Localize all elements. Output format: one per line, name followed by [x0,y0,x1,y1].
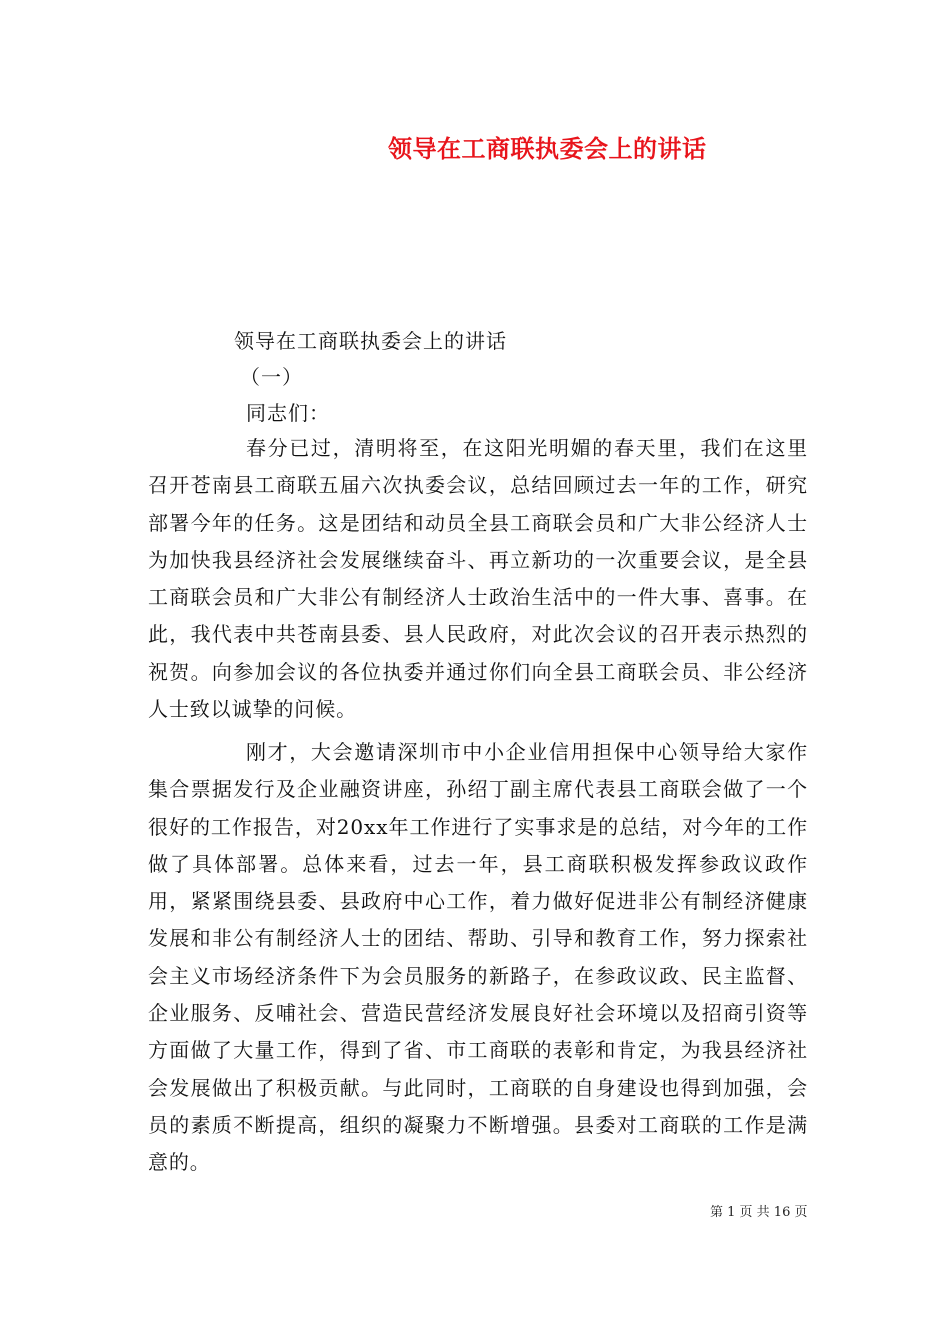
body-paragraph-2-container [148,734,808,1182]
body-paragraph-1-container [148,430,808,728]
speech-subtitle: 领导在工商联执委会上的讲话 [234,329,507,353]
document-title: 领导在工商联执委会上的讲话 [388,134,707,163]
body-paragraph: 刚才，大会邀请深圳市中小企业信用担保中心领导给大家作集合票据发行及企业融资讲座，孙绍丁副主席代表县工商联会做了一个很好的工作报告，对20xx年工作进行了实事求是的总结，对今年的工作做了具体部署。总体来看，过去一年，县工商联积极发挥参政议政作用，紧紧围绕县委、县政府中心工作，着力做好促进非公有制经济健康发展和非公有制经济人士的团结、帮助、引导和教育工作，努力探索社会主义市场经济条件下为会员服务的新路子，在参政议政、民主监督、企业服务、反哺社会、营造民营经济发展良好社会环境以及招商引资等方面做了大量工作，得到了省、市工商联的表彰和肯定，为我县经济社会发展做出了积极贡献。与此同时，工商联的自身建设也得到加强，会员的素质不断提高，组织的凝聚力不断增强。县委对工商联的工作是满意的。 [148,740,808,1175]
salutation: 同志们： [246,401,330,425]
body-paragraph: 春分已过，清明将至，在这阳光明媚的春天里，我们在这里召开苍南县工商联五届六次执委会议，总结回顾过去一年的工作，研究部署今年的任务。这是团结和动员全县工商联会员和广大非公经济人士为加快我县经济社会发展继续奋斗、再立新功的一次重要会议，是全县工商联会员和广大非公有制经济人士政治生活中的一件大事、喜事。在此，我代表中共苍南县委、县人民政府，对此次会议的召开表示热烈的祝贺。向参加会议的各位执委并通过你们向全县工商联会员、非公经济人士致以诚挚的问候。 [148,436,808,722]
page-number: 第 1 页 共 16 页 [710,1205,808,1220]
part-label: （一） [240,365,303,389]
